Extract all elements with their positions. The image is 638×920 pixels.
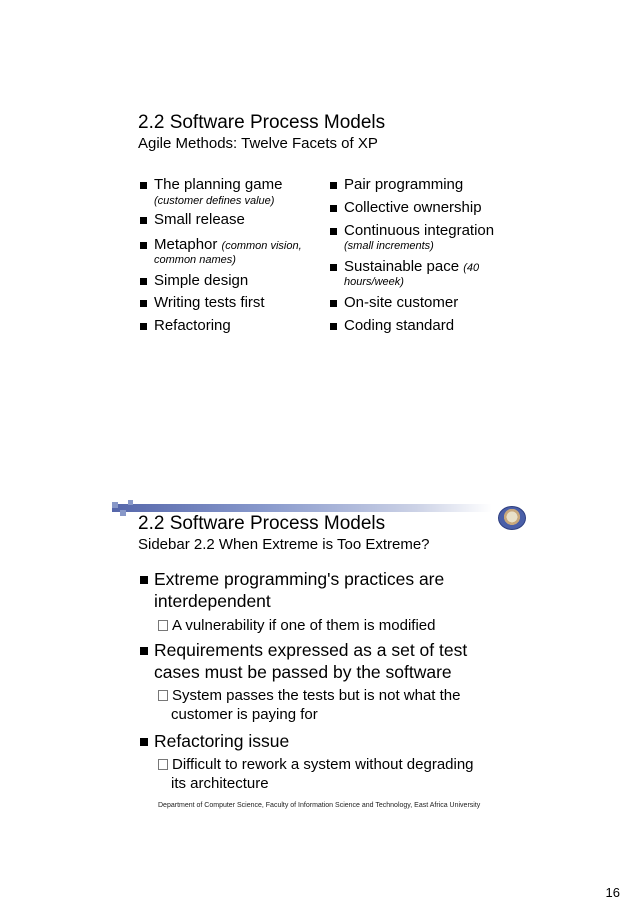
- bullet-square-icon: [330, 228, 337, 235]
- bullet-square-icon: [140, 576, 148, 584]
- subpoint-passes-tests: System passes the tests but is not what the: [158, 686, 460, 705]
- bullet-square-icon: [140, 217, 147, 224]
- slide2-title: 2.2 Software Process Models: [138, 513, 386, 534]
- decoration-square: [128, 500, 133, 505]
- bullet-square-icon: [330, 182, 337, 189]
- sub-bullet-box-icon: [158, 690, 168, 701]
- slide2-subtitle: Sidebar 2.2 When Extreme is Too Extreme?: [138, 536, 430, 553]
- bullet-square-icon: [140, 278, 147, 285]
- sub-bullet-box-icon: [158, 759, 168, 770]
- bullet-square-icon: [140, 300, 147, 307]
- bullet-square-icon: [140, 738, 148, 746]
- header-decoration-bar: [112, 504, 492, 512]
- slide-xp-facets: 2.2 Software Process Models Agile Methods: Twelve Facets of XP The planning game (customer defines value) Small release Metaphor (common vision, common names) Simple design Writing tests first Refactoring Pair programming Collective ownership Continuous integration (small increments) Sustainable pace (40 hours/week) On-site customer Coding standard: [138, 112, 495, 334]
- slide1-subtitle: Agile Methods: Twelve Facets of XP: [138, 135, 378, 152]
- bullet-square-icon: [330, 300, 337, 307]
- bullet-square-icon: [330, 264, 337, 271]
- decoration-square: [120, 510, 126, 516]
- bullet-square-icon: [140, 182, 147, 189]
- university-logo-icon: [498, 506, 526, 530]
- subpoint-vulnerability: A vulnerability if one of them is modified: [158, 616, 435, 635]
- slide1-title: 2.2 Software Process Models: [138, 112, 386, 133]
- subpoint-rework: Difficult to rework a system without degrading: [158, 755, 474, 774]
- bullet-square-icon: [140, 242, 147, 249]
- subpoint-passes-tests-cont: customer is paying for: [171, 706, 318, 723]
- sub-bullet-box-icon: [158, 620, 168, 631]
- page-number: 16: [605, 885, 620, 900]
- bullet-square-icon: [330, 323, 337, 330]
- bullet-square-icon: [140, 647, 148, 655]
- bullet-square-icon: [330, 205, 337, 212]
- facet-continuous-integration-note: (small increments): [344, 240, 434, 252]
- subpoint-rework-cont: its architecture: [171, 775, 269, 792]
- slide-footer: Department of Computer Science, Faculty of Information Science and Technology, East Africa University: [158, 802, 481, 809]
- bullet-square-icon: [140, 323, 147, 330]
- slide-extreme-sidebar: 2.2 Software Process Models Sidebar 2.2 When Extreme is Too Extreme? Extreme programming's practices are interdependent A vulnerability if one of them is modified Requirements expressed as a set of test cases must be passed by the software System passes the tests but is not what the customer is paying for Refactoring issue Difficult to rework a system without degrading its architecture Department of Computer Science, Faculty of Information Science and Technology, East Africa University: [112, 500, 532, 820]
- facet-sustainable-pace-note: hours/week): [344, 276, 404, 288]
- decoration-square: [112, 502, 118, 508]
